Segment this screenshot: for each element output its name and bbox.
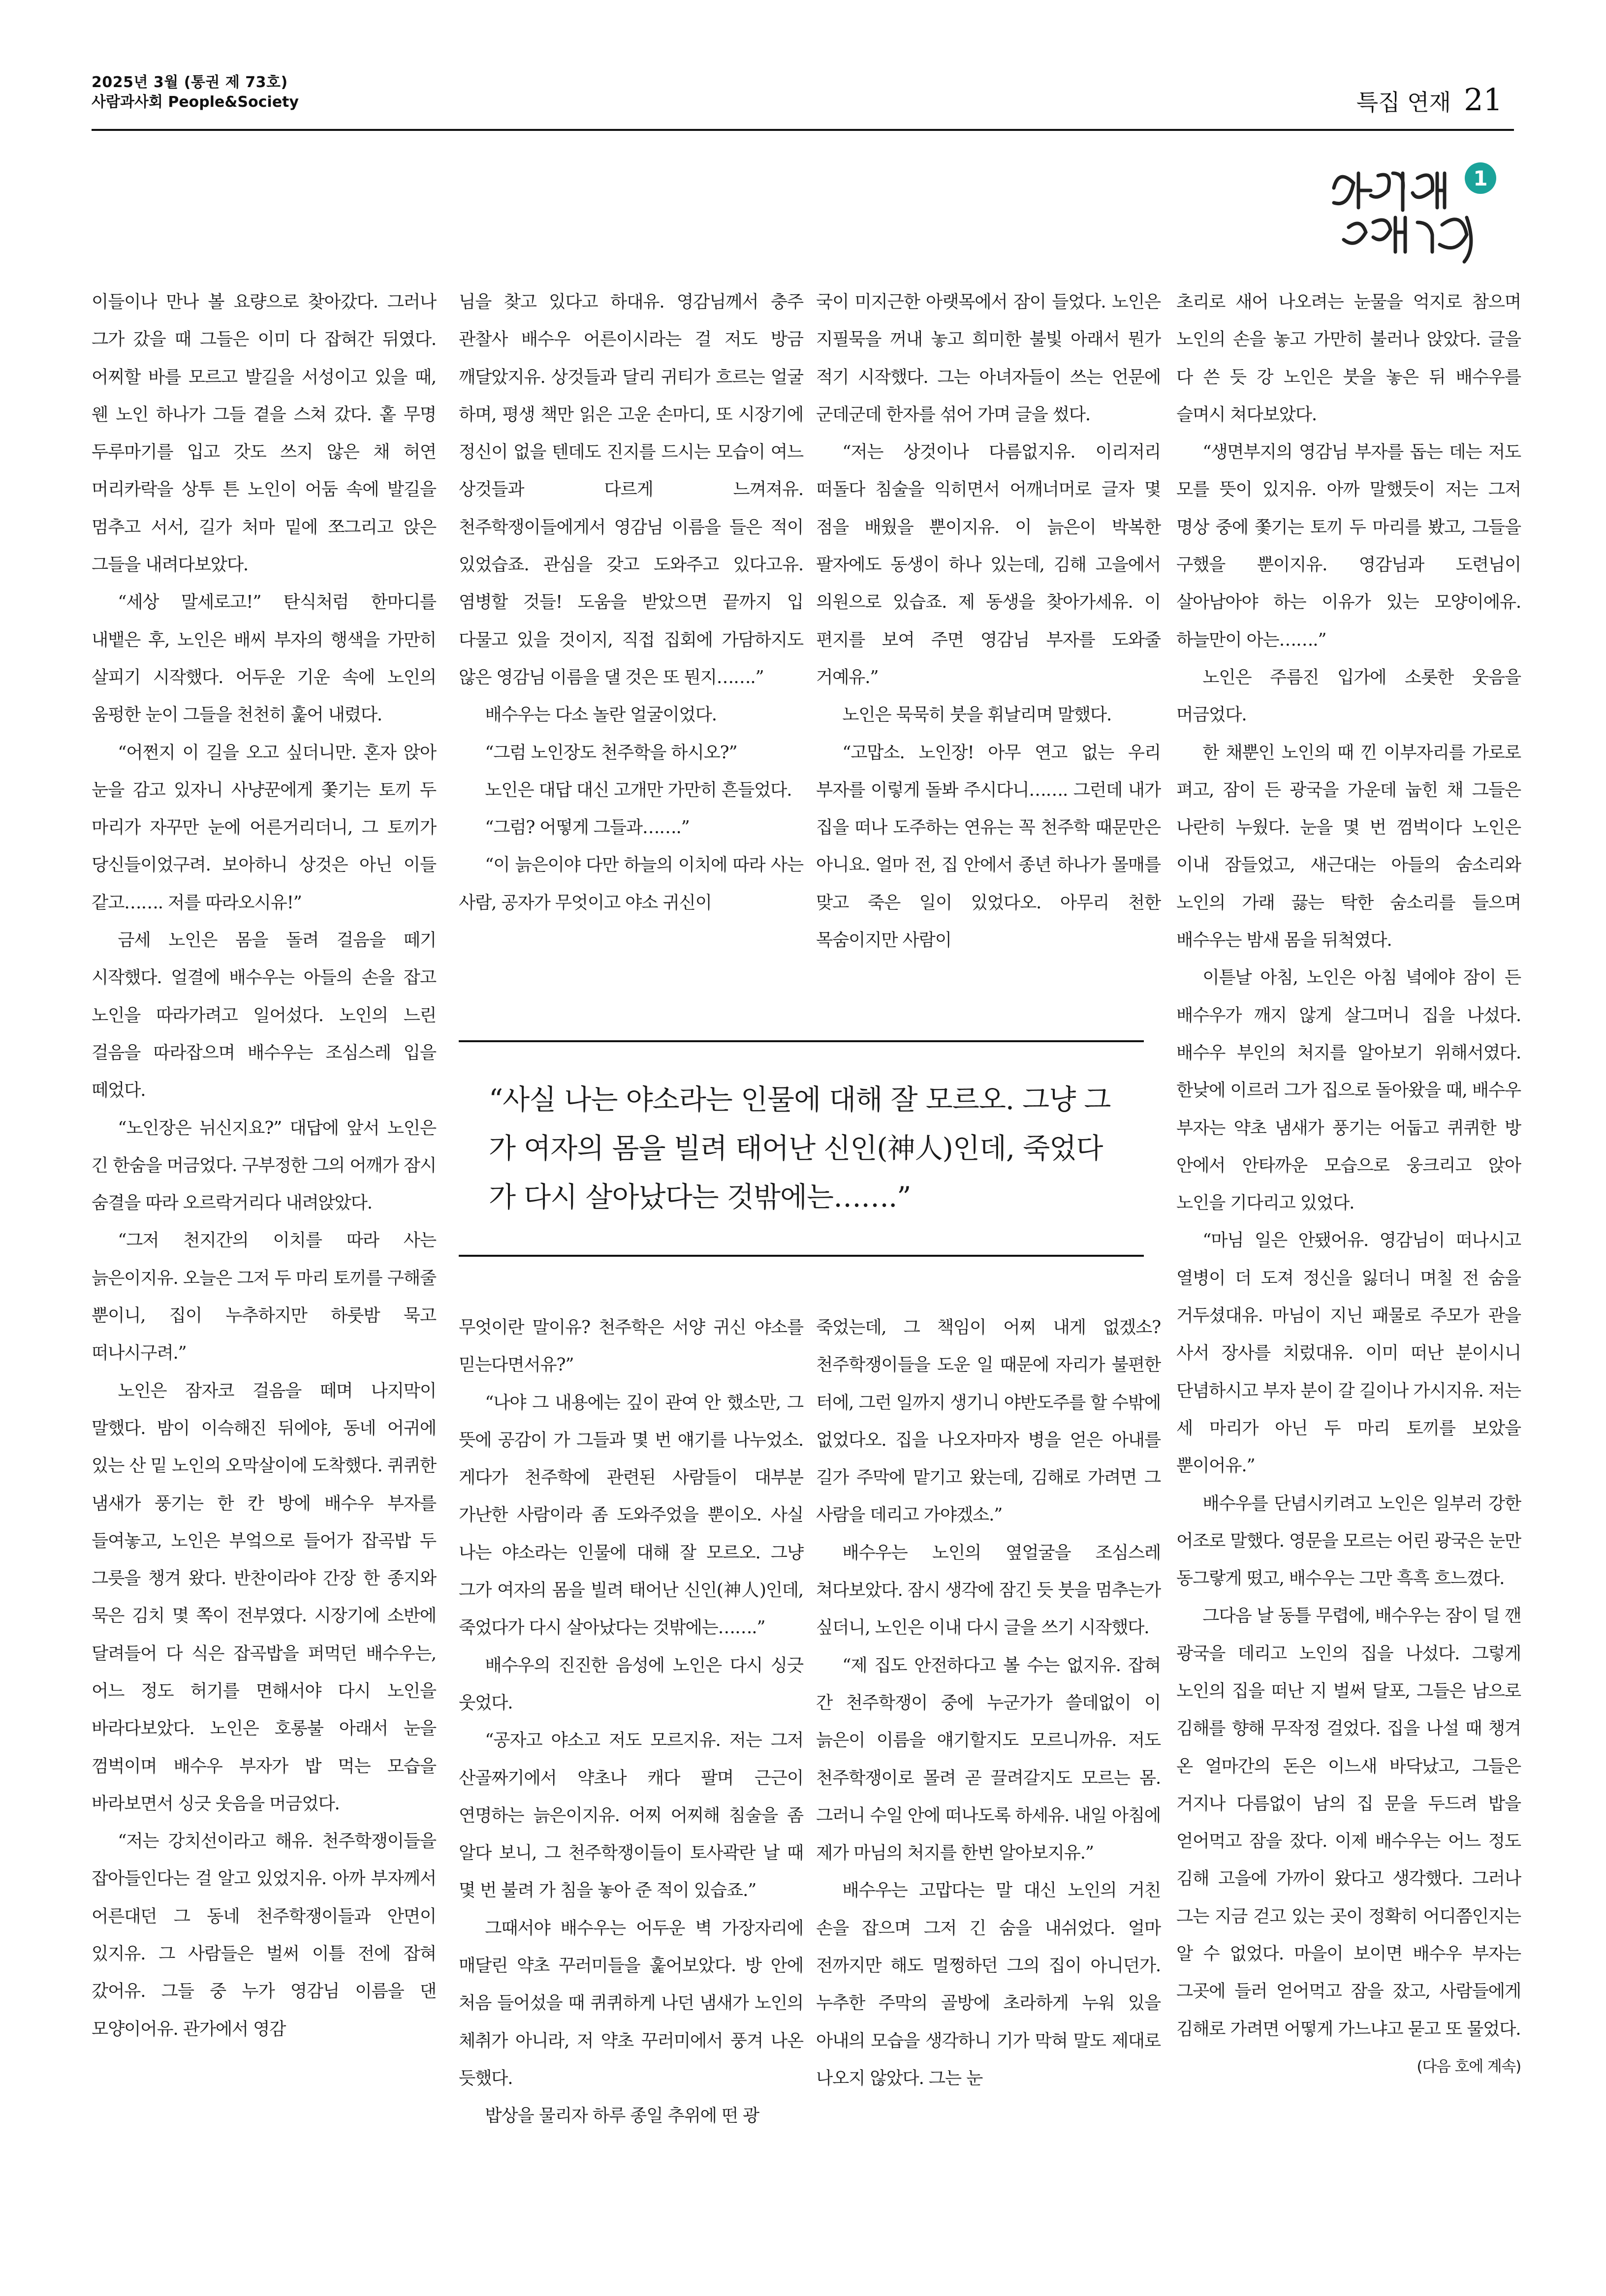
- paragraph: 배수우는 고맙다는 말 대신 노인의 거친 손을 잡으며 그저 긴 숨을 내쉬었다. 얼마 전까지만 해도 멀쩡하던 그의 집이 아니던가. 누추한 주막의 골방에 초라하게 누워 있을 아내의 모습을 생각하니 기가 막혀 말도 제대로 나오지 않았다. 그는 눈: [816, 1880, 1161, 2088]
- paragraph: 노인은 주름진 입가에 소롯한 웃음을 머금었다.: [1176, 667, 1521, 725]
- paragraph: “나야 그 내용에는 깊이 관여 안 했소만, 그 뜻에 공감이 가 그들과 몇 번 얘기를 나누었소. 게다가 천주학에 관련된 사람들이 대부분 가난한 사람이라 좀 도와주었을 뿐이오. 사실 나는 야소라는 인물에 대해 잘 모르오. 그냥 그가 여자의 몸을 빌려 태어난 신인(神人)인데, 죽었다가 다시 살아났다는 것밖에는…….”: [459, 1392, 803, 1638]
- paragraph: 노인은 대답 대신 고개만 가만히 흔들었다.: [485, 779, 792, 800]
- section-title: 특집 연재: [1356, 89, 1451, 116]
- paragraph: “제 집도 안전하다고 볼 수는 없지유. 잡혀 간 천주학쟁이 중에 누군가가 쓸데없이 이 늙은이 이름을 얘기할지도 모르니까유. 저도 천주학쟁이로 몰려 곧 끌려갈지도 모르는 몸. 그러니 수일 안에 떠나도록 하세유. 내일 아침에 제가 마님의 처지를 한번 알아보지유.”: [816, 1655, 1161, 1863]
- paragraph: 무엇이란 말이유? 천주학은 서양 귀신 야소를 믿는다면서유?”: [459, 1317, 803, 1375]
- paragraph: “노인장은 뉘신지요?” 대답에 앞서 노인은 긴 한숨을 머금었다. 구부정한 그의 어깨가 잠시 숨결을 따라 오르락거리다 내려앉았다.: [92, 1117, 436, 1213]
- paragraph: 밥상을 물리자 하루 종일 추위에 떤 광: [485, 2106, 759, 2126]
- pull-quote: [459, 1040, 1144, 1257]
- paragraph: 그때서야 배수우는 어두운 벽 가장자리에 매달린 약초 꾸러미들을 훑어보았다. 방 안에 처음 들어섰을 때 퀴퀴하게 나던 냄새가 노인의 체취가 아니라, 저 약초 꾸러미에서 풍겨 나온 듯했다.: [459, 1918, 803, 2088]
- publication-name: 사람과사회 People&Society: [92, 93, 299, 111]
- paragraph: 배수우는 다소 놀란 얼굴이었다.: [485, 705, 717, 725]
- series-logo: [1319, 154, 1511, 267]
- paragraph: “공자고 야소고 저도 모르지유. 저는 그저 산골짜기에서 약초나 캐다 팔며 근근이 연명하는 늙은이지유. 어찌 어찌해 침술을 좀 알다 보니, 그 천주학쟁이들이 토사곽란 날 때 몇 번 불려 가 침을 놓아 준 적이 있습죠.”: [459, 1730, 803, 1901]
- paragraph: “고맙소. 노인장! 아무 연고 없는 우리 부자를 이렇게 돌봐 주시다니……. 그런데 내가 집을 떠나 도주하는 연유는 꼭 천주학 때문만은 아니요. 얼마 전, 집 안에서 종년 하나가 몰매를 맞고 죽은 일이 있었다오. 아무리 천한 목숨이지만 사람이: [816, 742, 1161, 951]
- paragraph: 노인은 잠자코 걸음을 떼며 나지막이 말했다. 밤이 이슥해진 뒤에야, 동네 어귀에 있는 산 밑 노인의 오막살이에 도착했다. 퀴퀴한 냄새가 풍기는 한 칸 방에 배수우 부자를 들여놓고, 노인은 부엌으로 들어가 잡곡밥 두 그릇을 챙겨 왔다. 반찬이라야 간장 한 종지와 묵은 김치 몇 쪽이 전부였다. 시장기에 소반에 달려들어 다 식은 잡곡밥을 퍼먹던 배수우는, 어느 정도 허기를 면해서야 다시 노인을 바라다보았다. 노인은 호롱불 아래서 눈을 껌벅이며 배수우 부자가 밥 먹는 모습을 바라보면서 싱긋 웃음을 머금었다.: [92, 1380, 436, 1814]
- column-1: [92, 283, 436, 2217]
- paragraph: “그럼 노인장도 천주학을 하시오?”: [485, 742, 737, 763]
- paragraph: 국이 미지근한 아랫목에서 잠이 들었다. 노인은 지필묵을 꺼내 놓고 희미한 불빛 아래서 뭔가 적기 시작했다. 그는 아녀자들이 쓰는 언문에 군데군데 한자를 섞어 가며 글을 썼다.: [816, 292, 1161, 425]
- paragraph: 노인은 묵묵히 붓을 휘날리며 말했다.: [842, 705, 1112, 725]
- paragraph: “이 늙은이야 다만 하늘의 이치에 따라 사는 사람, 공자가 무엇이고 야소 귀신이: [459, 855, 803, 913]
- paragraph: “마님 일은 안됐어유. 영감님이 떠나시고 열병이 더 도져 정신을 잃더니 며칠 전 숨을 거두셨대유. 마님이 지닌 패물로 주모가 관을 사서 장사를 치렀대유. 이미 떠난 분이시니 단념하시고 부자 분이 갈 길이나 가시지유. 저는 세 마리가 아닌 두 마리 토끼를 보았을 뿐이어유.”: [1176, 1230, 1521, 1476]
- paragraph: 배수우의 진진한 음성에 노인은 다시 싱긋 웃었다.: [459, 1655, 803, 1713]
- section-header: [1356, 82, 1503, 118]
- paragraph: 배수우는 노인의 옆얼굴을 조심스레 쳐다보았다. 잠시 생각에 잠긴 듯 붓을 멈추는가 싶더니, 노인은 이내 다시 글을 쓰기 시작했다.: [816, 1542, 1161, 1638]
- paragraph: 이튿날 아침, 노인은 아침 녘에야 잠이 든 배수우가 깨지 않게 살그머니 집을 나섰다. 배수우 부인의 처지를 알아보기 위해서였다. 한낮에 이르러 그가 집으로 돌아왔을 때, 배수우 부자는 약초 냄새가 풍기는 어둡고 퀴퀴한 방 안에서 안타까운 모습으로 웅크리고 앉아 노인을 기다리고 있었다.: [1176, 967, 1521, 1213]
- pull-quote-text: “사실 나는 야소라는 인물에 대해 잘 모르오. 그냥 그가 여자의 몸을 빌려 태어난 신인(神人)인데, 죽었다가 다시 살아났다는 것밖에는…….”: [489, 1083, 1111, 1213]
- paragraph: 죽었는데, 그 책임이 어찌 내게 없겠소? 천주학쟁이들을 도운 일 때문에 자리가 불편한 터에, 그런 일까지 생기니 야반도주를 할 수밖에 없었다오. 집을 나오자마자 병을 얻은 아내를 길가 주막에 맡기고 왔는데, 김해로 가려면 그 사람을 데리고 가야겠소.”: [816, 1317, 1161, 1525]
- paragraph: 님을 찾고 있다고 하대유. 영감님께서 충주 관찰사 배수우 어른이시라는 걸 저도 방금 깨달았지유. 상것들과 달리 귀티가 흐르는 얼굴 하며, 평생 책만 읽은 고운 손마디, 또 시장기에 정신이 없을 텐데도 진지를 드시는 모습이 여느 상것들과 다르게 느껴져유. 천주학쟁이들에게서 영감님 이름을 들은 적이 있었습죠. 관심을 갖고 도와주고 있다고유. 염병할 것들! 도움을 받았으면 끝까지 입 다물고 있을 것이지, 직접 집회에 가담하지도 않은 영감님 이름을 댈 것은 또 뭔지…….”: [459, 292, 803, 687]
- header-rule: [92, 129, 1514, 131]
- column-2-top: [459, 283, 803, 1036]
- paragraph: 배수우를 단념시키려고 노인은 일부러 강한 어조로 말했다. 영문을 모르는 어린 광국은 눈만 동그랗게 떴고, 배수우는 그만 흑흑 흐느꼈다.: [1176, 1493, 1521, 1589]
- issue-info: [92, 73, 299, 112]
- column-3-bottom: [816, 1309, 1161, 2219]
- paragraph: “저는 상것이나 다름없지유. 이리저리 떠돌다 침술을 익히면서 어깨너머로 글자 몇 점을 배웠을 뿐이지유. 이 늙은이 박복한 팔자에도 동생이 하나 있는데, 김해 고을에서 의원으로 있습죠. 제 동생을 찾아가세유. 이 편지를 보여 주면 영감님 부자를 도와줄 거예유.”: [816, 442, 1161, 687]
- paragraph: 그다음 날 동틀 무렵에, 배수우는 잠이 덜 깬 광국을 데리고 노인의 집을 나섰다. 그렇게 노인의 집을 떠난 지 벌써 달포, 그들은 남으로 김해를 향해 무작정 걸었다. 집을 나설 때 챙겨 온 얼마간의 돈은 이느새 바닥났고, 그들은 거지나 다름없이 남의 집 문을 두드려 밥을 얻어먹고 잠을 잤다. 이제 배수우는 어느 정도 김해 고을에 가까이 왔다고 생각했다. 그러나 그는 지금 걷고 있는 곳이 정확히 어디쯤인지는 알 수 없었다. 마을이 보이면 배수우 부자는 그곳에 들러 얻어먹고 잠을 잤고, 사람들에게 김해로 가려면 어떻게 가느냐고 묻고 또 물었다.: [1176, 1606, 1521, 2039]
- paragraph: “저는 강치선이라고 해유. 천주학쟁이들을 잡아들인다는 걸 알고 있었지유. 아까 부자께서 어른대던 그 동네 천주학쟁이들과 안면이 있지유. 그 사람들은 벌써 이틀 전에 잡혀 갔어유. 그들 중 누가 영감님 이름을 댄 모양이어유. 관가에서 영감: [92, 1831, 436, 2039]
- paragraph: 금세 노인은 몸을 돌려 걸음을 떼기 시작했다. 얼결에 배수우는 아들의 손을 잡고 노인을 따라가려고 일어섰다. 노인의 느린 걸음을 따라잡으며 배수우는 조심스레 입을 떼었다.: [92, 930, 436, 1101]
- column-4: [1176, 283, 1521, 2217]
- continued-note: (다음 호에 계속): [1417, 2057, 1521, 2076]
- paragraph: “그럼? 어떻게 그들과…….”: [485, 817, 690, 838]
- paragraph: “세상 말세로고!” 탄식처럼 한마디를 내뱉은 후, 노인은 배씨 부자의 행색을 가만히 살피기 시작했다. 어두운 기운 속에 노인의 움펑한 눈이 그들을 천천히 훑어 내렸다.: [92, 592, 436, 725]
- paragraph: “생면부지의 영감님 부자를 돕는 데는 저도 모를 뜻이 있지유. 아까 말했듯이 저는 그저 명상 중에 쫓기는 토끼 두 마리를 봤고, 그들을 구했을 뿐이지유. 영감님과 도련님이 살아남아야 하는 이유가 있는 모양이에유. 하늘만이 아는…….”: [1176, 442, 1521, 650]
- paragraph: “그저 천지간의 이치를 따라 사는 늙은이지유. 오늘은 그저 두 마리 토끼를 구해줄 뿐이니, 집이 누추하지만 하룻밤 묵고 떠나시구려.”: [92, 1230, 436, 1364]
- paragraph: 한 채뿐인 노인의 때 낀 이부자리를 가로로 펴고, 잠이 든 광국을 가운데 눕힌 채 그들은 나란히 누웠다. 눈을 몇 번 껌벅이다 노인은 이내 잠들었고, 새근대는 아들의 숨소리와 노인의 가래 끓는 탁한 숨소리를 들으며 배수우는 밤새 몸을 뒤척였다.: [1176, 742, 1521, 951]
- column-3-top: [816, 283, 1161, 1036]
- paragraph: 초리로 새어 나오려는 눈물을 억지로 참으며 노인의 손을 놓고 가만히 불러나 앉았다. 글을 다 쓴 듯 강 노인은 붓을 놓은 뒤 배수우를 슬며시 쳐다보았다.: [1176, 292, 1521, 425]
- paragraph: “어쩐지 이 길을 오고 싶더니만. 혼자 앉아 눈을 감고 있자니 사냥꾼에게 쫓기는 토끼 두 마리가 자꾸만 눈에 어른거리더니, 그 토끼가 당신들이었구려. 보아하니 상것은 아닌 이들 같고……. 저를 따라오시유!”: [92, 742, 436, 913]
- page-number: 21: [1464, 82, 1503, 118]
- column-2-bottom: [459, 1309, 803, 2219]
- episode-badge: 1: [1465, 162, 1496, 194]
- issue-date: 2025년 3월 (통권 제 73호): [92, 74, 288, 91]
- paragraph: 이들이나 만나 볼 요량으로 찾아갔다. 그러나 그가 갔을 때 그들은 이미 다 잡혀간 뒤였다. 어찌할 바를 모르고 발길을 서성이고 있을 때, 웬 노인 하나가 그들 곁을 스쳐 갔다. 홑 무명 두루마기를 입고 갓도 쓰지 않은 채 허연 머리카락을 상투 튼 노인이 어둠 속에 발길을 멈추고 서서, 길가 처마 밑에 쪼그리고 앉은 그들을 내려다보았다.: [92, 292, 436, 575]
